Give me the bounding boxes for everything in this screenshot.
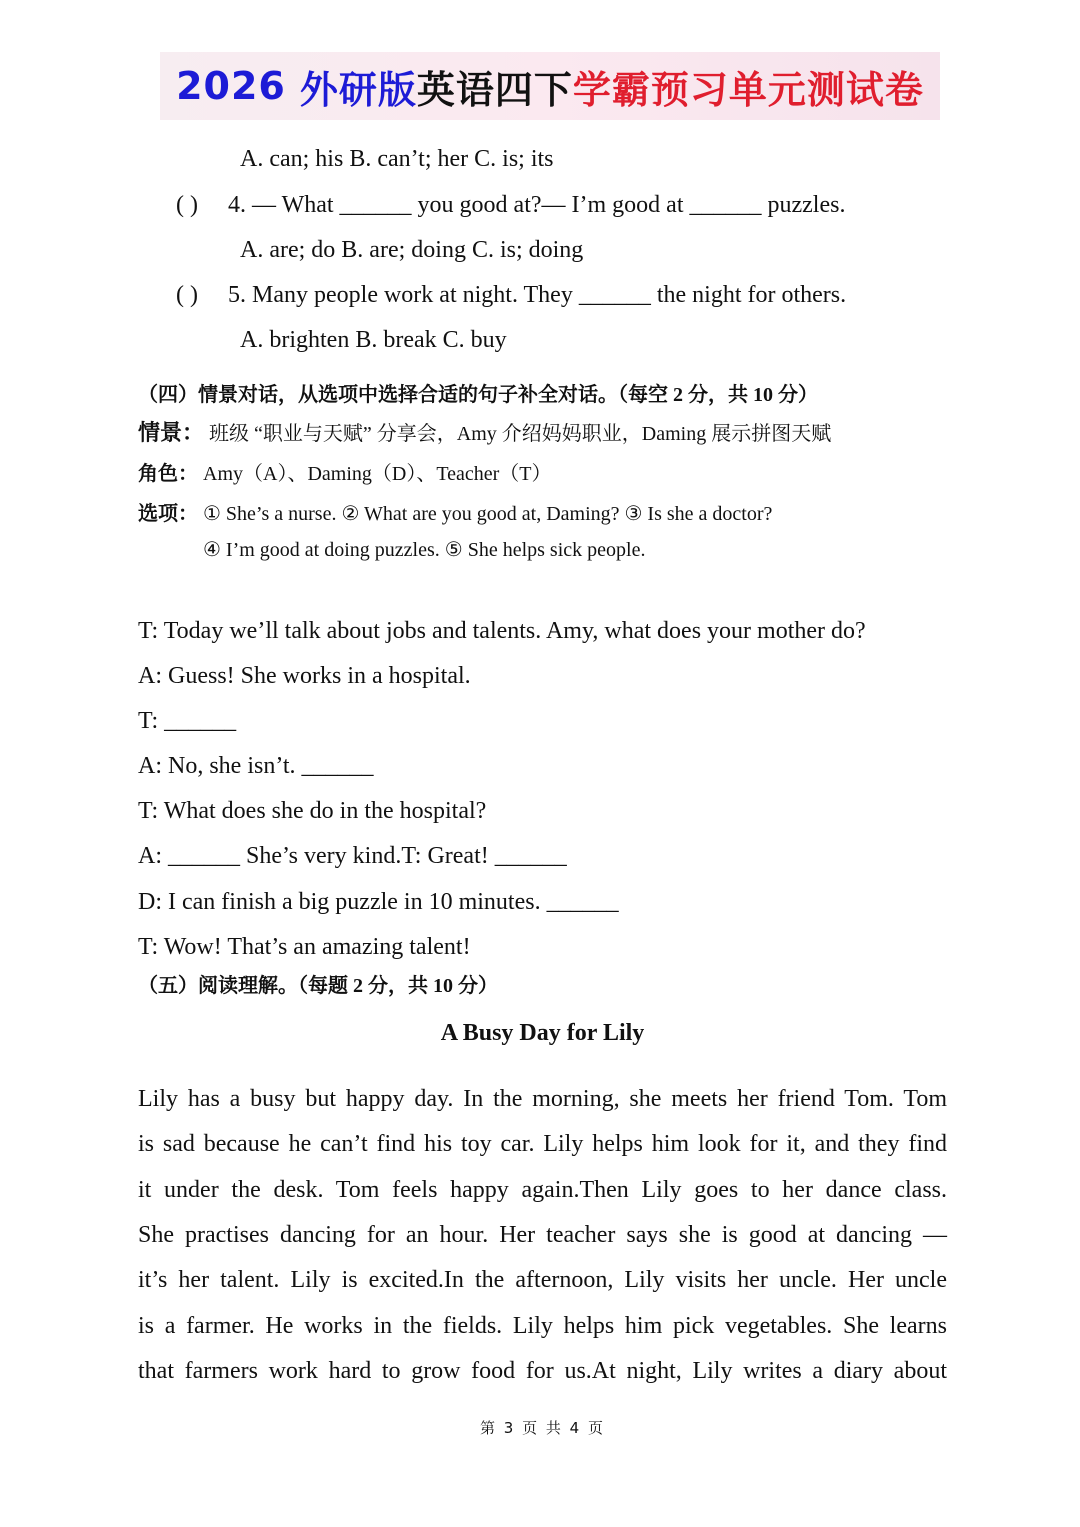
q5-options: A. brighten B. break C. buy	[240, 327, 507, 353]
dialogue-line: T: Today we’ll talk about jobs and talents. Amy, what does your mother do?	[138, 618, 866, 644]
passage-line: is sad because he can’t find his toy car. Lily helps him look for it, and they find	[138, 1131, 947, 1157]
q4-options: A. are; do B. are; doing C. is; doing	[240, 237, 584, 263]
scene-text: 班级 “职业与天赋” 分享会，Amy 介绍妈妈职业，Daming 展示拼图天赋	[209, 423, 832, 445]
q5-stem: 5. Many people work at night. They ______ the night for others.	[228, 282, 847, 308]
options-line-2: ④ I’m good at doing puzzles. ⑤ She helps sick people.	[203, 539, 646, 561]
dialogue-line: A: Guess! She works in a hospital.	[138, 663, 471, 689]
options-row	[138, 497, 772, 526]
section5-heading: （五）阅读理解。（每题 2 分，共 10 分）	[138, 975, 498, 997]
q4-stem: 4. — What ______ you good at?— I’m good at ______ puzzles.	[228, 192, 846, 218]
passage-line: that farmers work hard to grow food for us.At night, Lily writes a diary about	[138, 1358, 947, 1384]
dialogue-line: T: ______	[138, 708, 237, 734]
title-banner	[160, 52, 940, 120]
banner-subject: 英语四下	[416, 67, 573, 112]
dialogue-line: T: Wow! That’s an amazing talent!	[138, 934, 471, 960]
roles-label: 角色：	[138, 463, 198, 485]
scene-label: 情景：	[138, 420, 205, 445]
passage-title: A Busy Day for Lily	[440, 1020, 645, 1046]
roles-row	[138, 457, 552, 486]
options-label: 选项：	[138, 503, 198, 525]
banner-year: 2026	[176, 64, 286, 108]
banner-test-name: 学霸预习单元测试卷	[572, 67, 924, 112]
dialogue-line: T: What does she do in the hospital?	[138, 798, 487, 824]
q5-answer-paren[interactable]: ( )	[176, 282, 198, 308]
section4-heading: （四）情景对话，从选项中选择合适的句子补全对话。（每空 2 分，共 10 分）	[138, 384, 818, 406]
q4-answer-paren[interactable]: ( )	[176, 192, 198, 218]
passage-line: is a farmer. He works in the fields. Lily helps him pick vegetables. She learns	[138, 1313, 947, 1339]
q3-options: A. can; his B. can’t; her C. is; its	[240, 146, 554, 172]
scene-row	[138, 416, 831, 447]
page-number: 第 3 页 共 4 页	[480, 1419, 605, 1437]
passage-line: She practises dancing for an hour. Her teacher says she is good at dancing —	[138, 1222, 947, 1248]
passage-line: Lily has a busy but happy day. In the morning, she meets her friend Tom. Tom	[138, 1086, 947, 1112]
dialogue-line: D: I can finish a big puzzle in 10 minutes. ______	[138, 889, 619, 915]
passage-line: it under the desk. Tom feels happy again.Then Lily goes to her dance class.	[138, 1177, 947, 1203]
dialogue-line: A: ______ She’s very kind.T: Great! ______	[138, 843, 567, 869]
passage-line: it’s her talent. Lily is excited.In the afternoon, Lily visits her uncle. Her uncle	[138, 1267, 947, 1293]
options-line-1: ① She’s a nurse. ② What are you good at, Daming? ③ Is she a doctor?	[203, 503, 773, 525]
roles-text: Amy（A）、Daming（D）、Teacher（T）	[203, 463, 552, 485]
dialogue-line: A: No, she isn’t. ______	[138, 753, 374, 779]
banner-publisher: 外研版	[299, 67, 417, 112]
